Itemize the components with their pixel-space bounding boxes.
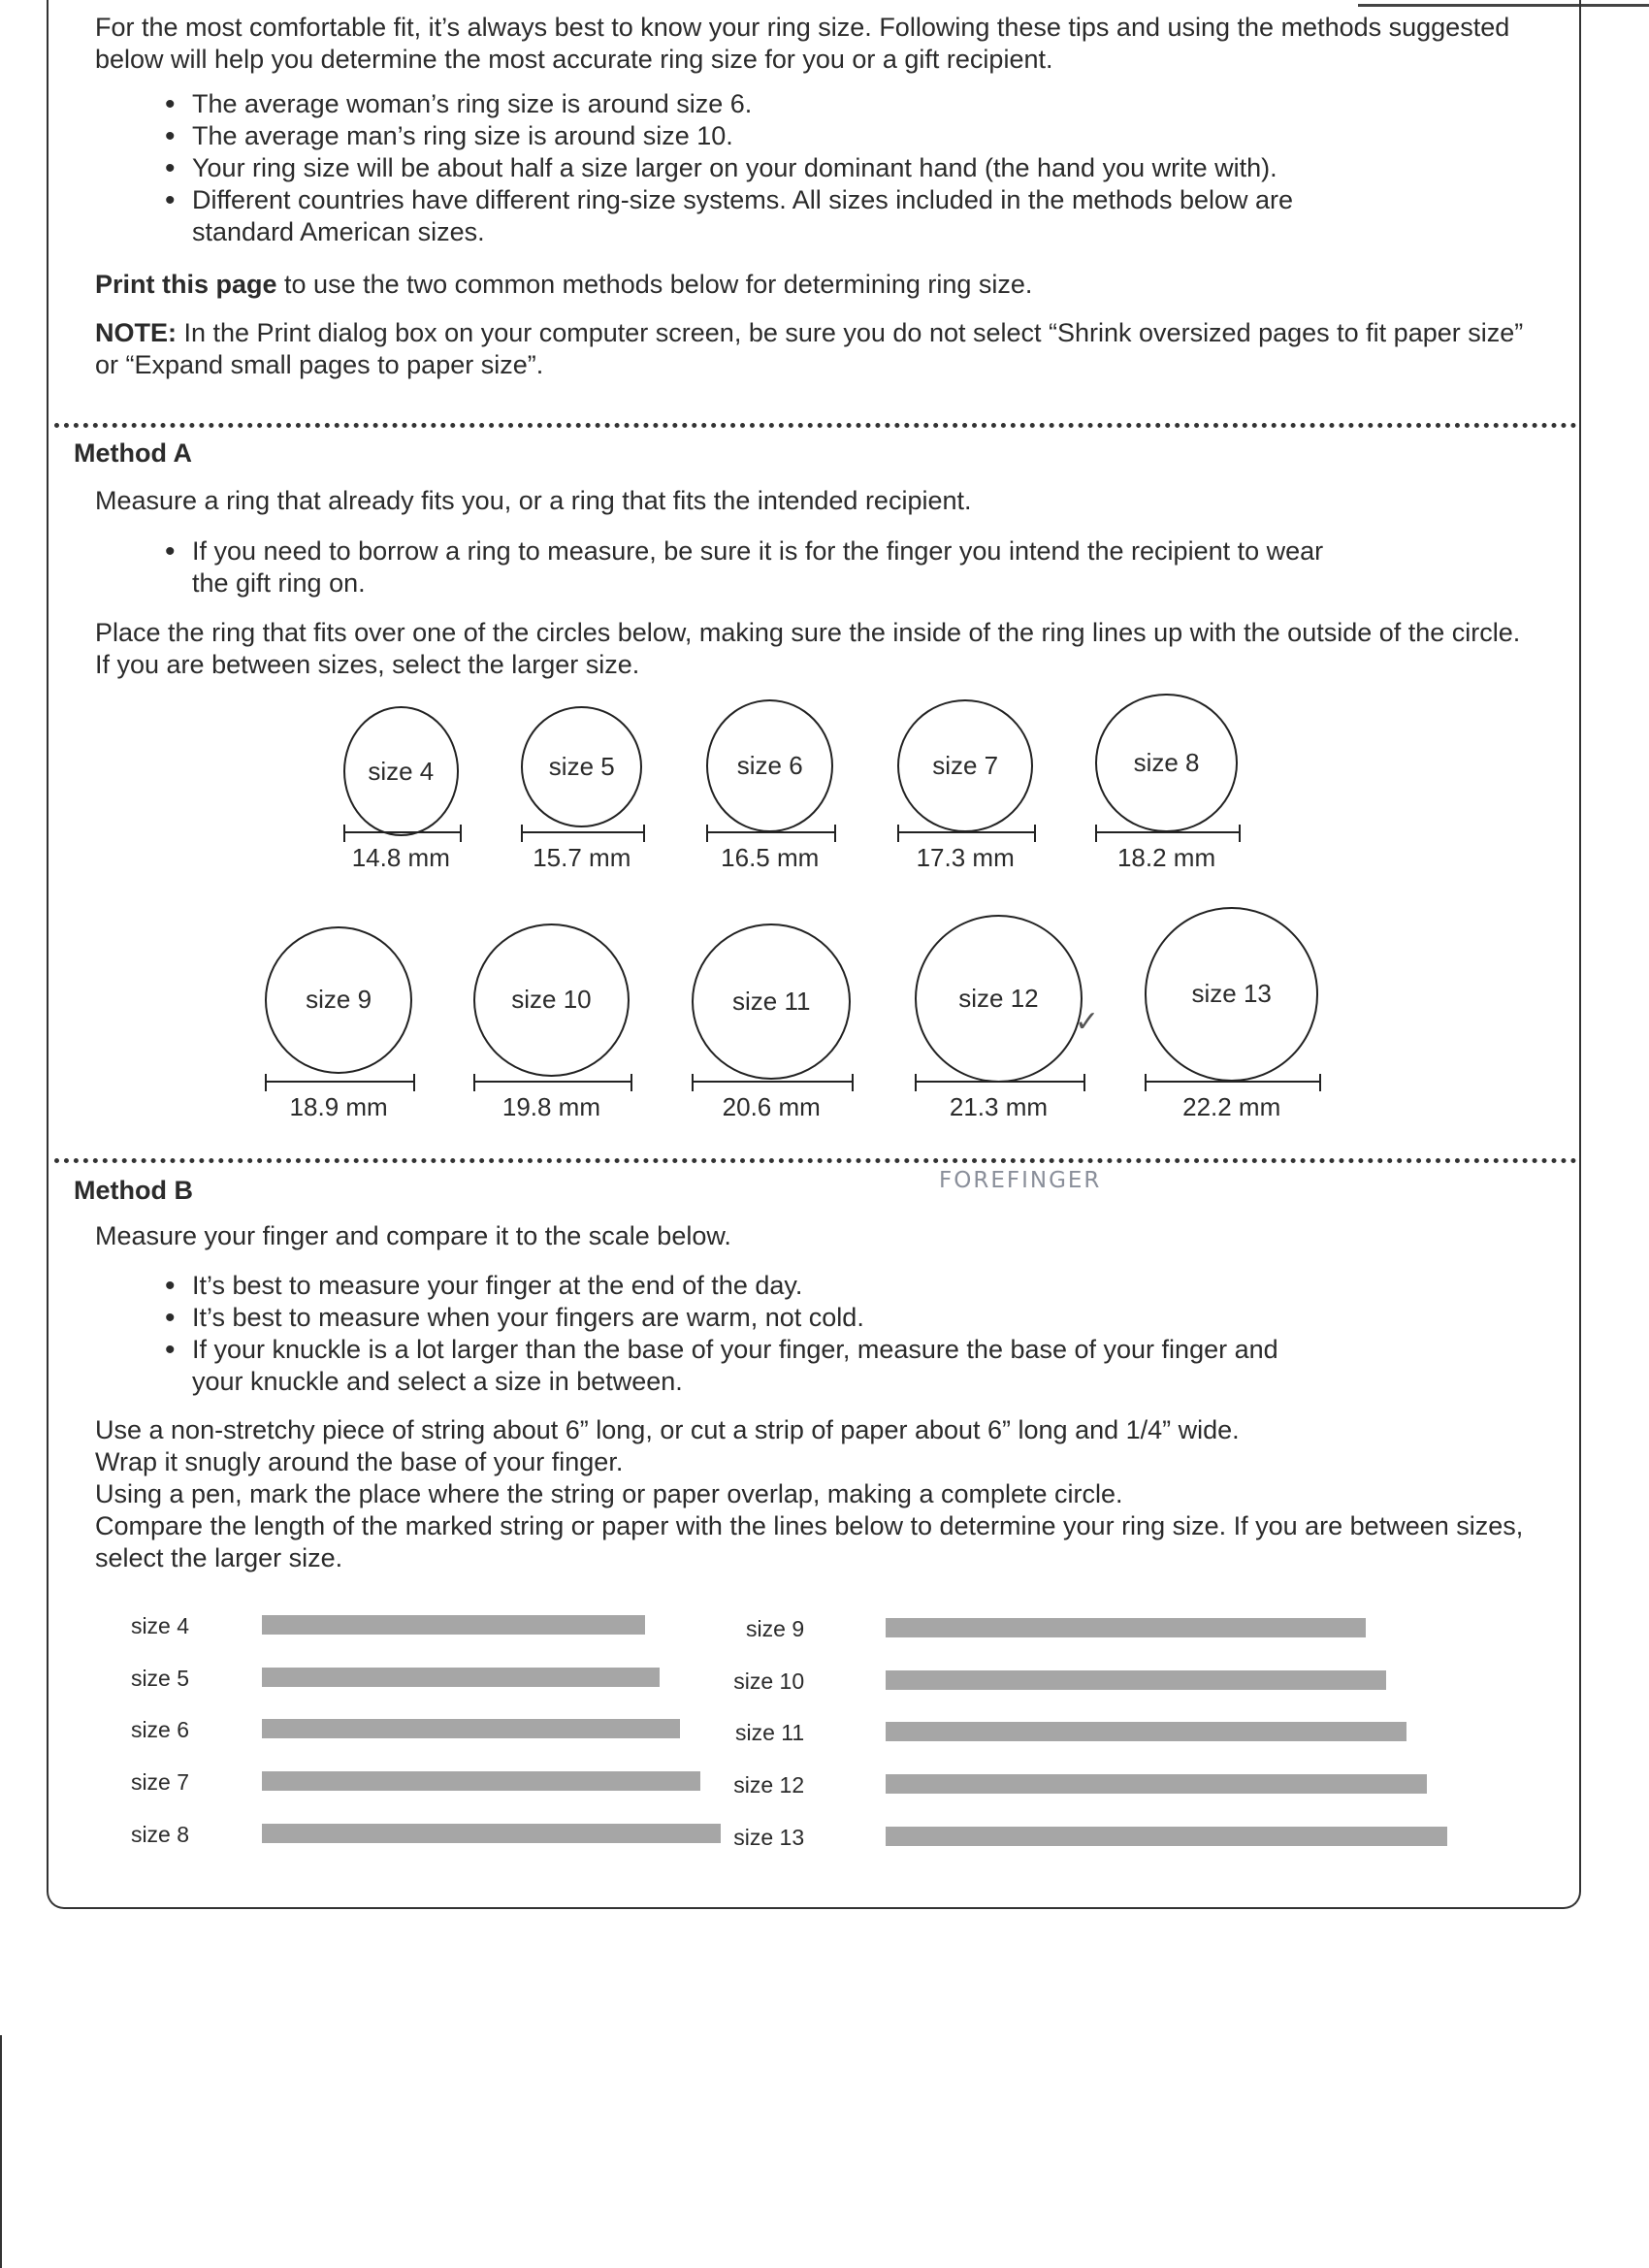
method-a-bullet: • If you need to borrow a ring to measure, be sure it is for the finger you intend the recipient to wear the gift ring on. [165, 535, 1329, 599]
ring-scale-line [343, 825, 462, 840]
scale-size-label: size 6 [130, 1717, 190, 1743]
scale-size-label: size 9 [746, 1616, 805, 1642]
method-a-bullets [165, 535, 1329, 599]
ring-scale-line [265, 1074, 415, 1089]
intro-bullets [165, 88, 1377, 248]
method-a-intro: Measure a ring that already fits you, or a ring that fits the intended recipient. [95, 486, 972, 515]
intro-bullet: • Different countries have different ring-size systems. All sizes included in the methods below are standard American sizes. [165, 184, 1377, 248]
method-b-step: Using a pen, mark the place where the string or paper overlap, making a complete circle. [95, 1479, 1123, 1508]
scale-bar [886, 1827, 1447, 1846]
ring-size-label: size 4 [368, 756, 435, 786]
scale-size-label: size 10 [733, 1668, 805, 1694]
method-b-bullet: • It’s best to measure when your fingers are warm, not cold. [165, 1302, 1329, 1334]
scale-bar [262, 1719, 680, 1738]
ring-size-label: size 5 [548, 752, 615, 782]
ring-diameter-label: 16.5 mm [721, 843, 820, 873]
section-divider [54, 423, 1577, 428]
ring-scale-line [915, 1074, 1085, 1089]
ring-scale-line [897, 825, 1036, 840]
ring-diameter-label: 18.9 mm [289, 1091, 388, 1121]
method-a-heading: Method A [74, 438, 192, 468]
method-b-step: Compare the length of the marked string or paper with the lines below to determine your ring size. If you are between sizes, select the larger size. [95, 1511, 1524, 1572]
ring-diameter-label: 22.2 mm [1182, 1091, 1281, 1121]
ring-size-label: size 10 [511, 985, 592, 1015]
ring-circle [897, 699, 1033, 832]
scale-bar [262, 1824, 721, 1843]
scan-left-edge [0, 2035, 2, 2268]
ring-scale-line [473, 1074, 632, 1089]
scale-bar [886, 1670, 1386, 1690]
scale-size-label: size 13 [733, 1824, 805, 1850]
scale-bar [262, 1615, 645, 1635]
note-rest: In the Print dialog box on your computer screen, be sure you do not select “Shrink oversized pages to fit paper size” or “Expand small pages to paper size”. [95, 318, 1524, 379]
method-b-step: Wrap it snugly around the base of your finger. [95, 1447, 624, 1476]
scale-size-label: size 12 [733, 1772, 805, 1798]
ring-scale-line [521, 825, 645, 840]
method-b-steps [95, 1414, 1550, 1574]
section-divider [54, 1158, 1577, 1163]
ring-size-label: size 8 [1133, 747, 1200, 777]
intro-bullet: • Your ring size will be about half a size larger on your dominant hand (the hand you write with). [165, 152, 1377, 184]
method-b-bullets [165, 1270, 1329, 1398]
handwritten-note: FOREFINGER [939, 1168, 1102, 1193]
ring-size-label: size 11 [732, 986, 811, 1016]
ring-circle [473, 923, 630, 1077]
scale-bar [886, 1618, 1366, 1637]
note-bold: NOTE: [95, 318, 177, 347]
scale-bar [886, 1722, 1406, 1741]
scale-bar [262, 1668, 660, 1687]
method-a-instruction: Place the ring that fits over one of the circles below, making sure the inside of the ring lines up with the outside of the circle. If you are between sizes, select the larger size. [95, 618, 1521, 679]
ring-circle [692, 923, 851, 1080]
scale-bar [262, 1771, 700, 1791]
ring-size-label: size 7 [932, 750, 999, 780]
ring-size-label: size 9 [306, 985, 372, 1015]
method-b-heading: Method B [74, 1176, 193, 1205]
ring-scale-line [706, 825, 836, 840]
ring-diameter-label: 14.8 mm [351, 843, 450, 873]
check-mark: ✓ [1075, 1006, 1100, 1038]
ring-size-label: size 12 [958, 983, 1039, 1013]
ring-circle [1095, 694, 1237, 832]
ring-scale-line [692, 1074, 854, 1089]
scale-size-label: size 8 [130, 1821, 190, 1847]
ring-circle [706, 699, 833, 832]
ring-scale-line [1095, 825, 1240, 840]
method-b-intro: Measure your finger and compare it to the scale below. [95, 1221, 731, 1250]
ring-diameter-label: 20.6 mm [722, 1091, 821, 1121]
scale-size-label: size 4 [130, 1613, 190, 1639]
ring-diameter-label: 17.3 mm [916, 843, 1015, 873]
ring-size-label: size 13 [1191, 979, 1272, 1009]
print-rest: to use the two common methods below for determining ring size. [276, 270, 1033, 299]
print-bold: Print this page [95, 270, 277, 299]
scale-size-label: size 11 [734, 1720, 805, 1746]
intro-bullet: • The average man’s ring size is around size 10. [165, 120, 1377, 152]
scale-size-label: size 7 [130, 1769, 190, 1796]
ring-circle [915, 915, 1083, 1083]
method-b-bullet: • If your knuckle is a lot larger than the base of your finger, measure the base of your finger and your knuckle and select a size in between. [165, 1334, 1329, 1398]
ring-diameter-label: 19.8 mm [501, 1091, 601, 1121]
intro-paragraph: For the most comfortable fit, it’s always best to know your ring size. Following these tips and using the methods suggested below will help you determine the most accurate ring size for you or a gift recipient. [95, 13, 1510, 74]
ring-circle [265, 926, 412, 1074]
ring-circle [1145, 907, 1318, 1081]
method-b-step: Use a non-stretchy piece of string about 6” long, or cut a strip of paper about 6” long and 1/4” wide. [95, 1415, 1240, 1444]
scale-size-label: size 5 [130, 1665, 190, 1691]
ring-diameter-label: 15.7 mm [533, 843, 631, 873]
ring-scale-line [1145, 1074, 1321, 1089]
print-note [95, 317, 1540, 381]
intro-bullet: • The average woman’s ring size is around size 6. [165, 88, 1377, 120]
ring-circle [343, 706, 459, 836]
print-instruction [95, 269, 1550, 301]
ring-diameter-label: 18.2 mm [1116, 843, 1216, 873]
ring-diameter-label: 21.3 mm [949, 1091, 1049, 1121]
scale-bar [886, 1774, 1427, 1794]
ring-size-label: size 6 [736, 750, 803, 780]
ring-circle [521, 706, 642, 827]
method-b-bullet: • It’s best to measure your finger at the end of the day. [165, 1270, 1329, 1302]
